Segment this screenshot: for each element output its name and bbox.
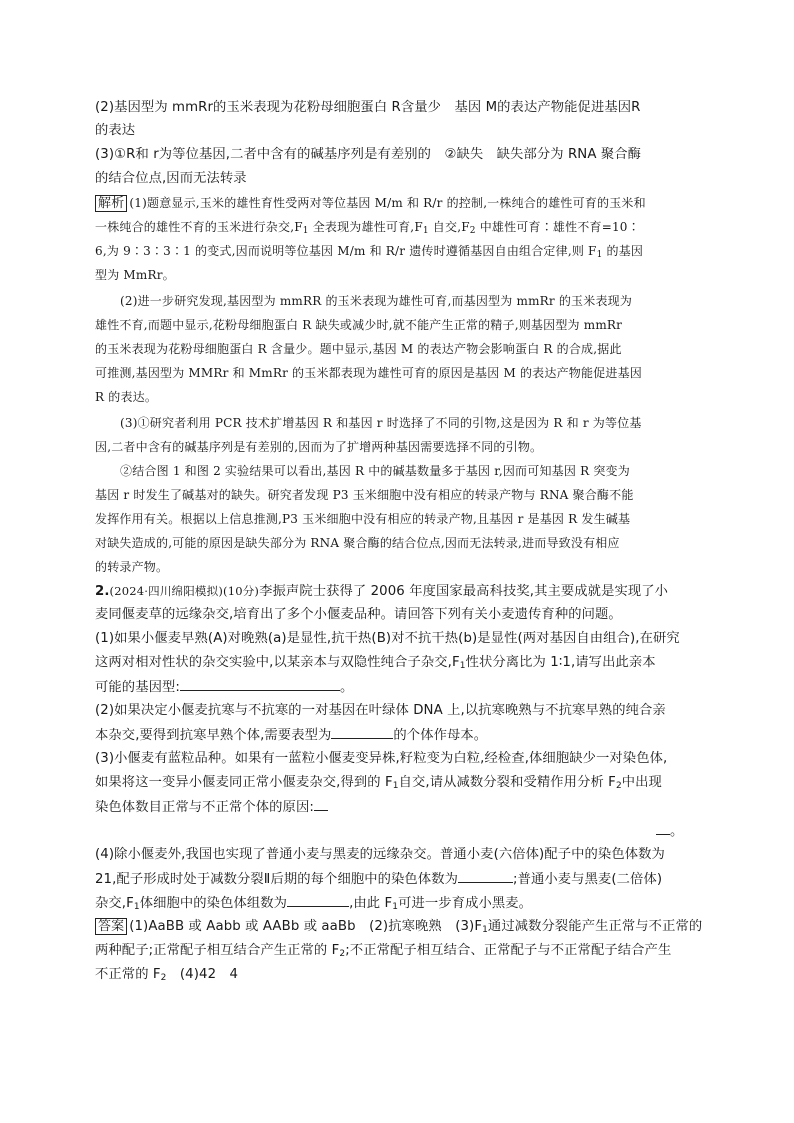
analysis-part2-line4: 可推测,基因型为 MMRr 和 MmRr 的玉米都表现为雄性可育的原因是基因 M 的表达产物能促进基因 [95,366,642,380]
analysis-part1-line4: 型为 MmRr。 [95,268,175,282]
subquestion-3-line1: (3)小偃麦有蓝粒品种。如果有一蓝粒小偃麦变异株,籽粒变为白粒,经检查,体细胞缺少一对染色体, [95,751,668,766]
subquestion-4-line2: 21,配子形成时处于减数分裂Ⅱ后期的每个细胞中的染色体数为 ;普通小麦与黑麦(二倍体) [95,868,662,891]
answer-part-2-line2: 的表达 [95,123,136,138]
answer-blank-3b[interactable] [656,820,670,835]
question-2-line2: 麦同偃麦草的远缘杂交,培育出了多个小偃麦品种。请回答下列有关小麦遗传育种的问题。 [95,607,622,622]
question-2-line1: 2.(2024·四川绵阳模拟)(10分)李振声院士获得了 2006 年度国家最高科技奖,其主要成就是实现了小 [95,584,669,599]
answer-blank-2[interactable] [331,724,393,739]
subquestion-3-line4: 。 [656,820,683,843]
subquestion-4-line1: (4)除小偃麦外,我国也实现了普通小麦与黑麦的远缘杂交。普通小麦(六倍体)配子中的染色体数为 [95,847,665,862]
analysis-part2-line3: 的玉米表现为花粉母细胞蛋白 R 含量少。题中显示,基因 M 的表达产物会影响蛋白 R 的合成,据此 [95,342,622,356]
answer-part-2-line1: (2)基因型为 mmRr的玉米表现为花粉母细胞蛋白 R含量少 基因 M的表达产物能促进基因R [95,100,641,115]
analysis-part4-line3: 发挥作用有关。根据以上信息推测,P3 玉米细胞中没有相应的转录产物,且基因 r 是基因 R 发生碱基 [95,512,631,526]
answer-blank-1[interactable] [180,676,340,691]
answer-2-line2: 两种配子;正常配子相互结合产生正常的 $F_2$;不正常配子相互结合、正常配子与不正常配子结合产生 [95,943,672,959]
question-source: (2024·四川绵阳模拟)(10分) [109,584,260,598]
subquestion-2-line1: (2)如果决定小偃麦抗寒与不抗寒的一对基因在叶绿体 DNA 上,以抗寒晚熟与不抗寒早熟的纯合亲 [95,703,666,718]
subquestion-1-line1: (1)如果小偃麦早熟(A)对晚熟(a)是显性,抗干热(B)对不抗干热(b)是显性(两对基因自由组合),在研究 [95,631,680,646]
analysis-part4-line2: 基因 r 时发生了碱基对的缺失。研究者发现 P3 玉米细胞中没有相应的转录产物与 RNA 聚合酶不能 [95,488,634,502]
analysis-part3-line1: (3)①研究者利用 PCR 技术扩增基因 R 和基因 r 时选择了不同的引物,这是因为 R 和 r 为等位基 [120,416,642,430]
analysis-part1-line3: 6,为 9∶3∶3∶1 的变式,因而说明等位基因 M/m 和 R/r 遗传时遵循基因自由组合定律,则 $F_1$ 的基因 [95,244,644,260]
analysis-part1-line1: 解析 (1)题意显示,玉米的雄性育性受两对等位基因 M/m 和 R/r 的控制,一株纯合的雄性可育的玉米和 [95,192,646,215]
subquestion-2-line2: 本杂交,要得到抗寒早熟个体,需要表型为 的个体作母本。 [95,724,487,747]
answer-blank-4b[interactable] [287,892,349,907]
analysis-part2-line2: 雄性不育,而题中显示,花粉母细胞蛋白 R 缺失或减少时,就不能产生正常的精子,则基因型为 mmRr [95,318,623,332]
analysis-part2-line5: R 的表达。 [95,390,158,404]
answer-2-line1: 答案 (1)AaBB 或 Aabb 或 AABb 或 aaBb (2)抗寒晚熟 $(3)F_1$通过减数分裂能产生正常与不正常的 [95,916,702,938]
analysis-part4-line1: ②结合图 1 和图 2 实验结果可以看出,基因 R 中的碱基数量多于基因 r,因而可知基因 R 突变为 [120,464,630,478]
analysis-tag: 解析 [95,195,127,212]
analysis-part4-line4: 对缺失造成的,可能的原因是缺失部分为 RNA 聚合酶的结合位点,因而无法转录,进而导致没有相应 [95,536,620,550]
answer-2-line3: 不正常的 $F_2$ (4)42 4 [95,967,239,983]
answer-blank-3a[interactable] [314,796,328,811]
analysis-part4-line5: 的转录产物。 [95,560,169,574]
subquestion-3-line2: 如果将这一变异小偃麦同正常小偃麦杂交,得到的 $F_1$自交,请从减数分裂和受精作用分析 $F_2$中出现 [95,775,662,791]
subquestion-4-line3: 杂交$,F_1$体细胞中的染色体组数为 ,由此 $F_1$可进一步育成小黑麦。 [95,892,532,915]
answer-blank-4a[interactable] [458,868,513,883]
analysis-part1-line2: 一株纯合的雄性不育的玉米进行杂交$,F_1$ 全表现为雄性可育$,F_1$ 自交$,F_2$ 中雄性可育∶雄性不育=10∶ [95,220,640,236]
subquestion-3-line3: 染色体数目正常与不正常个体的原因: [95,796,328,819]
subquestion-1-line3: 可能的基因型: 。 [95,676,353,699]
analysis-part3-line2: 因,二者中含有的碱基序列是有差别的,因而为了扩增两种基因需要选择不同的引物。 [95,440,543,454]
answer-tag: 答案 [95,918,127,935]
answer-part-3-line2: 的结合位点,因而无法转录 [95,171,247,186]
subquestion-1-line2: 这两对相对性状的杂交实验中,以某亲本与双隐性纯合子杂交$,F_1$性状分离比为 1∶1,请写出此亲本 [95,655,656,671]
analysis-part2-line1: (2)进一步研究发现,基因型为 mmRR 的玉米表现为雄性可育,而基因型为 mmRr 的玉米表现为 [120,294,633,308]
answer-part-3-line1: (3)①R和 r为等位基因,二者中含有的碱基序列是有差别的 ②缺失 缺失部分为 RNA 聚合酶 [95,147,642,162]
